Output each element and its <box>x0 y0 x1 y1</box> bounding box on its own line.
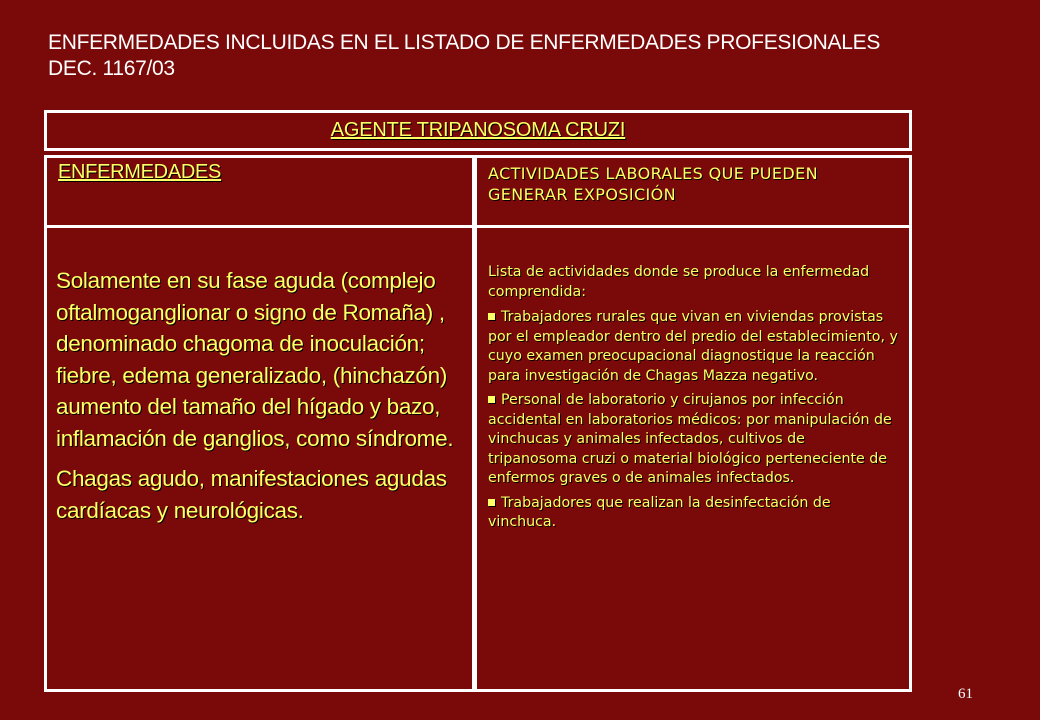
activity-text: Trabajadores rurales que vivan en viviendas provistas por el empleador dentro del predio del establecimiento, y cuyo examen preocupacional diagnostique la reacción para investigación de Chagas Mazza negativo. <box>488 309 898 384</box>
square-bullet-icon <box>488 499 495 506</box>
table-border-left <box>44 155 47 692</box>
activity-item <box>488 308 898 386</box>
diseases-cell <box>56 265 462 526</box>
disease-paragraph-2: Chagas agudo, manifestaciones agudas cardíacas y neurológicas. <box>56 466 447 523</box>
agent-header-box <box>44 110 912 151</box>
header-diseases: ENFERMEDADES <box>58 161 222 183</box>
title-line-1: ENFERMEDADES INCLUIDAS EN EL LISTADO DE ENFERMEDADES PROFESIONALES <box>48 31 881 54</box>
square-bullet-icon <box>488 313 495 320</box>
page-number: 61 <box>958 686 973 702</box>
table-border-right <box>909 155 912 692</box>
disease-paragraph-1: Solamente en su fase aguda (complejo oftalmoganglionar o signo de Romaña) , denominado chagoma de inoculación; fiebre, edema generalizado, (hinchazón) aumento del tamaño del hígado y bazo, inflamación de ganglios, como síndrome. <box>56 268 454 451</box>
activity-item <box>488 494 898 533</box>
table-border-bottom <box>44 689 912 692</box>
activities-cell <box>488 263 898 538</box>
square-bullet-icon <box>488 396 495 403</box>
diseases-table <box>44 155 912 692</box>
activity-item <box>488 391 898 489</box>
activity-text: Personal de laboratorio y cirujanos por infección accidental en laboratorios médicos: por manipulación de vinchucas y animales infectados, cultivos de tripanosoma cruzi o material biológico perteneciente de enfermos graves o de animales infectados. <box>488 392 892 486</box>
agent-label: AGENTE TRIPANOSOMA CRUZI <box>330 119 626 141</box>
table-header-divider <box>44 225 912 228</box>
header-activities: ACTIVIDADES LABORALES QUE PUEDEN GENERAR EXPOSICIÓN <box>488 164 819 204</box>
table-border-top <box>44 155 912 158</box>
title-line-2: DEC. 1167/03 <box>48 57 175 80</box>
table-column-divider <box>472 155 477 692</box>
activities-intro: Lista de actividades donde se produce la enfermedad comprendida: <box>488 264 870 300</box>
slide-title <box>48 30 988 82</box>
activity-text: Trabajadores que realizan la desinfectación de vinchuca. <box>488 494 831 530</box>
